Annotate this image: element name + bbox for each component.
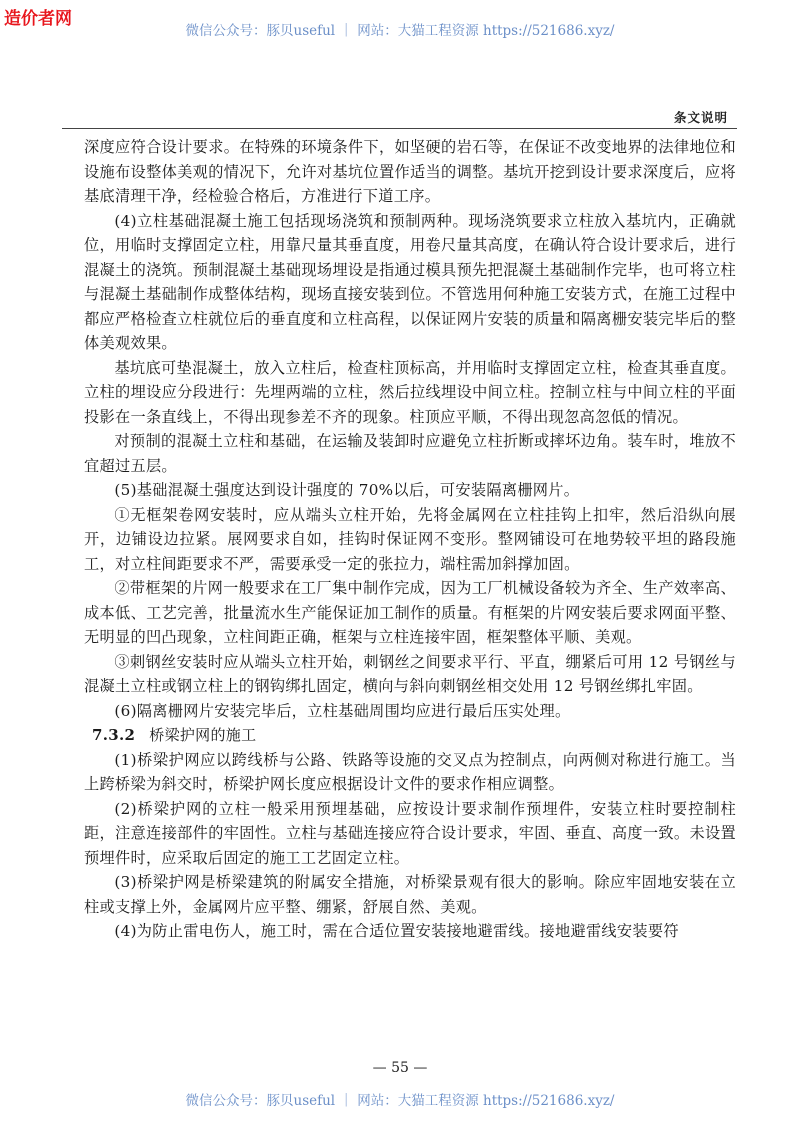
paragraph: ②带框架的片网一般要求在工厂集中制作完成，因为工厂机械设备较为齐全、生产效率高、成本低、工艺完善，批量流水生产能保证加工制作的质量。有框架的片网安装后要求网面平整、无明显的凹凸现象，立柱间距正确，框架与立柱连接牢固，框架整体平顺、美观。 [84, 579, 736, 646]
paragraph: 基坑底可垫混凝土，放入立柱后，检查柱顶标高，并用临时支撑固定立柱，检查其垂直度。立柱的埋设应分段进行：先埋两端的立柱，然后拉线埋设中间立柱。控制立柱与中间立柱的平面投影在一条直线上，不得出现参差不齐的现象。柱顶应平顺，不得出现忽高忽低的情况。 [84, 358, 736, 426]
paragraph: 对预制的混凝土立柱和基础，在运输及装卸时应避免立柱折断或摔坏边角。装车时，堆放不宜超过五层。 [84, 432, 736, 475]
paragraph: 深度应符合设计要求。在特殊的环境条件下，如坚硬的岩石等，在保证不改变地界的法律地位和设施布设整体美观的情况下，允许对基坑位置作适当的调整。基坑开挖到设计要求深度后，应将基底清理干净，经检验合格后，方准进行下道工序。 [84, 138, 736, 205]
paragraph: (4)立柱基础混凝土施工包括现场浇筑和预制两种。现场浇筑要求立柱放入基坑内，正确就位，用临时支撑固定立柱，用靠尺量其垂直度，用卷尺量其高度，在确认符合设计要求后，进行混凝土的浇筑。预制混凝土基础现场埋设是指通过模具预先把混凝土基础制作完毕，也可将立柱与混凝土基础制作成整体结构，现场直接安装到位。不管选用何种施工安装方式，在施工过程中都应严格检查立柱就位后的垂直度和立柱高程，以保证网片安装的质量和隔离栅安装完毕后的整体美观效果。 [84, 211, 736, 352]
paragraph: (1)桥梁护网应以跨线桥与公路、铁路等设施的交叉点为控制点，向两侧对称进行施工。当上跨桥梁为斜交时，桥梁护网长度应根据设计文件的要求作相应调整。 [84, 750, 736, 793]
running-head: 条文说明 [673, 110, 728, 125]
watermark-banner-top: 微信公众号：豚贝useful ｜ 网站：大猫工程资源 https://521686.xyz/ [185, 23, 615, 39]
header-rule [62, 128, 737, 129]
paragraph: (3)桥梁护网是桥梁建筑的附属安全措施，对桥梁景观有很大的影响。除应牢固地安装在立柱或支撑上外，金属网片应平整、绷紧，舒展自然、美观。 [84, 873, 736, 916]
watermark-banner-bottom: 微信公众号：豚贝useful ｜ 网站：大猫工程资源 https://521686.xyz/ [185, 1093, 615, 1109]
section-heading [84, 723, 736, 748]
page-number: — 55 — [372, 1060, 428, 1076]
page-body [84, 135, 736, 944]
section-title: 桥梁护网的施工 [149, 726, 257, 744]
site-logo: 造价者网 [4, 9, 72, 29]
paragraph: (4)为防止雷电伤人，施工时，需在合适位置安装接地避雷线。接地避雷线安装要符 [114, 922, 679, 940]
paragraph: (6)隔离栅网片安装完毕后，立柱基础周围均应进行最后压实处理。 [114, 701, 571, 720]
section-number: 7.3.2 [92, 726, 136, 744]
paragraph: ③刺钢丝安装时应从端头立柱开始，刺钢丝之间要求平行、平直，绷紧后可用 12 号钢丝与混凝土立柱或钢立柱上的钢钩绑扎固定，横向与斜向刺钢丝相交处用 12 号钢丝绑扎牢固。 [84, 652, 736, 695]
paragraph: ①无框架卷网安装时，应从端头立柱开始，先将金属网在立柱挂钩上扣牢，然后沿纵向展开，边铺设边拉紧。展网要求自如，挂钩时保证网不变形。整网铺设可在地势较平坦的路段施工，对立柱间距要求不严，需要承受一定的张拉力，端柱需加斜撑加固。 [84, 505, 736, 573]
paragraph: (2)桥梁护网的立柱一般采用预埋基础，应按设计要求制作预埋件，安装立柱时要控制柱距，注意连接部件的牢固性。立柱与基础连接应符合设计要求，牢固、垂直、高度一致。未设置预埋件时，应采取后固定的施工工艺固定立柱。 [84, 799, 736, 867]
paragraph: (5)基础混凝土强度达到设计强度的 70%以后，可安装隔离栅网片。 [114, 481, 580, 499]
